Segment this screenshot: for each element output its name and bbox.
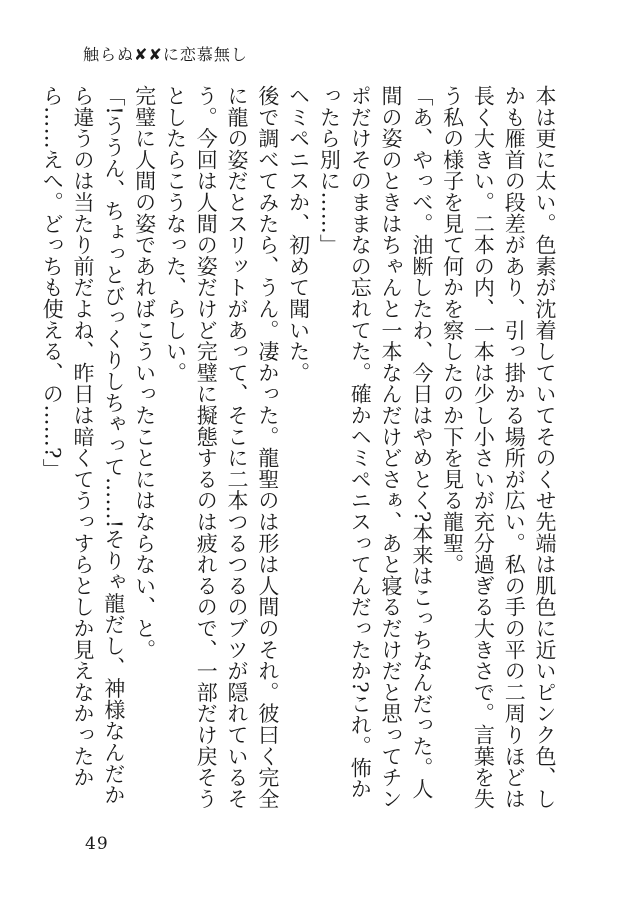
page-number: 49 (85, 834, 109, 854)
novel-body-text (40, 85, 560, 820)
running-header-title: 触らぬ✘✘に恋慕無し (83, 45, 248, 64)
paragraph: 「!ううん、ちょっとびっくりしちゃって……!そりゃ龍だし、神様なんだから違うのは当たり前だよね、昨日は暗くてうっすらとしか見えなかったから……えへ。どっちも使える、の……?」 (40, 85, 126, 806)
paragraph: 完璧に人間の姿であればこういったことにはならない、と。 (132, 85, 157, 661)
paragraph: 後で調べてみたら、うん。凄かった。龍聖のは形は人間のそれ。彼曰く完全に龍の姿だとスリットがあって、そこに二本つるつるのブツが隠れているそう。今回は人間の姿だけど完璧に擬態するのは疲れるので、一部だけ戻そうとしたらこうなった、らしい。 (163, 85, 280, 810)
paragraph: 本は更に太い。色素が沈着していてそのくせ先端は肌色に近いピンク色、しかも雁首の段差があり、引っ掛かる場所が広い。私の手の平の二周りほどは長く大きい。二本の内、一本は少し小さいが充分過ぎる大きさで。言葉を失う私の様子を見て何かを察したのか下を見る龍聖。 (440, 85, 557, 810)
paragraph: ヘミペニスか、初めて聞いた。 (286, 85, 311, 384)
paragraph: 「あ、やっべ。油断したわ、今日はやめとく?本来はこっちなんだった。人間の姿のときはちゃんと一本なんだけどさぁ、あと寝るだけだと思ってチンポだけそのままなの忘れてた。確かヘミペニスってんだったか?これ。怖かったら別に……」 (317, 85, 434, 810)
